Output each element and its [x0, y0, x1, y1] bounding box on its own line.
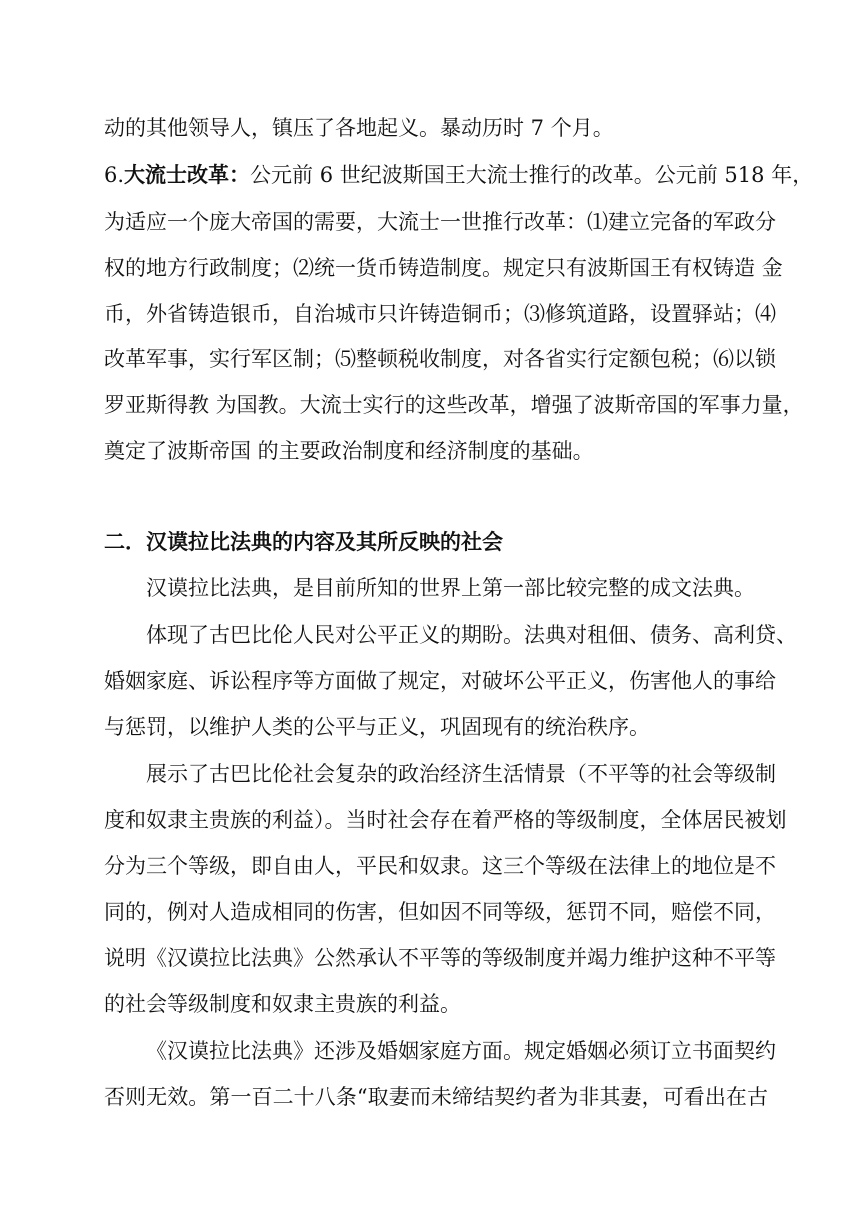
- item-text: 公元前 6 世纪波斯国王大流士推行的改革。公元前 518 年，: [250, 163, 814, 187]
- paragraph-line: 动的其他领导人，镇压了各地起义。暴动历时 7 个月。: [104, 116, 614, 140]
- paragraph-line: 改革军事，实行军区制；⑸整顿税收制度，对各省实行定额包税；⑹以锁: [104, 347, 776, 371]
- item-number: 6.: [104, 163, 125, 187]
- paragraph-line: 与惩罚，以维护人类的公平与正义，巩固现有的统治秩序。: [104, 715, 650, 739]
- paragraph-line: 展示了古巴比伦社会复杂的政治经济生活情景（不平等的社会等级制: [146, 762, 776, 786]
- paragraph-line: 币，外省铸造银币，自治城市只许铸造铜币；⑶修筑道路，设置驿站；⑷: [104, 302, 776, 326]
- paragraph-line: 《汉谟拉比法典》还涉及婚姻家庭方面。规定婚姻必须订立书面契约: [146, 1039, 776, 1063]
- item-6-first-line: [104, 160, 814, 190]
- paragraph-line: 为适应一个庞大帝国的需要，大流士一世推行改革：⑴建立完备的军政分: [104, 210, 776, 234]
- paragraph-line: 罗亚斯得教 为国教。大流士实行的这些改革，增强了波斯帝国的军事力量，: [104, 393, 804, 417]
- paragraph-line: 否则无效。第一百二十八条“取妻而未缔结契约者为非其妻，可看出在古: [104, 1085, 768, 1109]
- paragraph-line: 说明《汉谟拉比法典》公然承认不平等的等级制度并竭力维护这种不平等: [104, 946, 776, 970]
- paragraph-line: 体现了古巴比伦人民对公平正义的期盼。法典对租佃、债务、高利贷、: [146, 623, 797, 647]
- item-term: 大流士改革：: [124, 162, 251, 187]
- paragraph-line: 度和奴隶主贵族的利益）。当时社会存在着严格的等级制度，全体居民被划: [104, 808, 787, 832]
- paragraph-line: 权的地方行政制度；⑵统一货币铸造制度。规定只有波斯国王有权铸造 金: [104, 256, 783, 280]
- paragraph-line: 婚姻家庭、诉讼程序等方面做了规定，对破坏公平正义，伤害他人的事给: [104, 669, 776, 693]
- paragraph-line: 分为三个等级，即自由人，平民和奴隶。这三个等级在法律上的地位是不: [104, 854, 776, 878]
- paragraph-line: 奠定了波斯帝国 的主要政治制度和经济制度的基础。: [104, 439, 594, 463]
- paragraph-line: 的社会等级制度和奴隶主贵族的利益。: [104, 992, 461, 1016]
- paragraph-line: 汉谟拉比法典，是目前所知的世界上第一部比较完整的成文法典。: [146, 576, 755, 600]
- section-heading: 二．汉谟拉比法典的内容及其所反映的社会: [104, 530, 503, 554]
- paragraph-line: 同的，例对人造成相同的伤害，但如因不同等级，惩罚不同，赔偿不同，: [104, 900, 776, 924]
